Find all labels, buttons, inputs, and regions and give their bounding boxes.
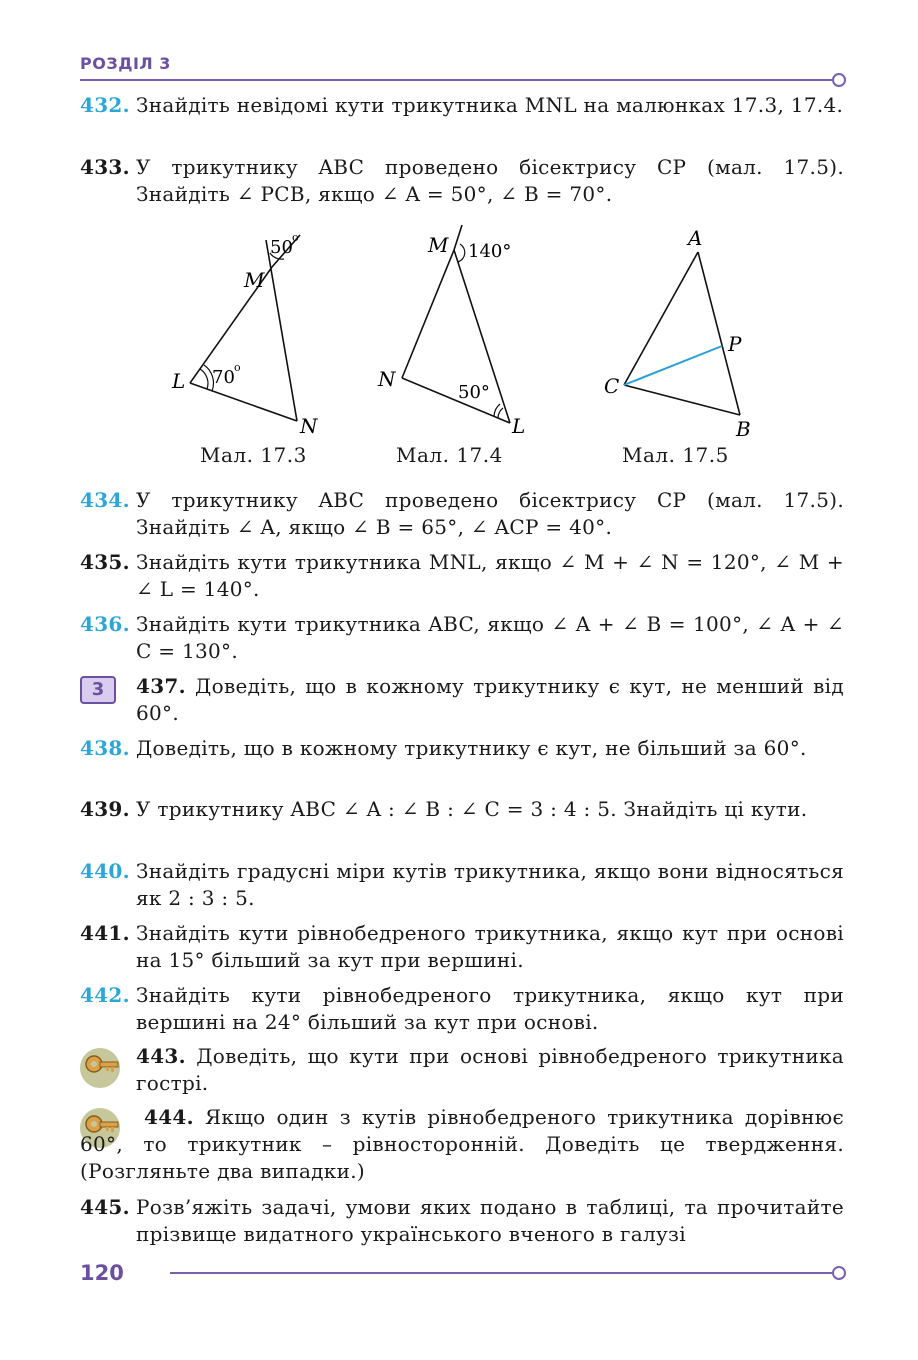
problem-text: Знайдіть кути трикутника MNL, якщо ∠ M + ∠ N = 120°, ∠ M + ∠ L = 140°. [136, 550, 844, 601]
problem-number: 435. [80, 550, 130, 574]
problem-437 [136, 673, 844, 727]
problem-number: 438. [80, 736, 130, 760]
figure-caption: Мал. 17.3 [200, 443, 307, 467]
problem-text: У трикутнику ABC проведено бісектрису CP (мал. 17.5). Знайдіть ∠ A, якщо ∠ B = 65°, ∠ ACP = 40°. [136, 488, 844, 539]
figure-caption: Мал. 17.4 [396, 443, 503, 467]
problem-text: Доведіть, що в кожному трикутнику є кут, не менший від 60°. [136, 674, 844, 725]
vertex-label-m: M [428, 233, 449, 257]
angle-label: 50° [458, 382, 490, 403]
vertex-label-l: L [512, 414, 526, 438]
problem-number: 432. [80, 93, 130, 117]
problem-text: Знайдіть градусні міри кутів трикутника, якщо вони відносяться як 2 : 3 : 5. [136, 859, 844, 910]
figure-17-3 [160, 225, 330, 440]
figure-17-5 [596, 225, 766, 443]
problem-text: У трикутнику ABC проведено бісектрису CP (мал. 17.5). Знайдіть ∠ PCB, якщо ∠ A = 50°, ∠ B = 70°. [136, 155, 844, 206]
problem-438 [80, 735, 844, 762]
problem-441 [80, 920, 844, 974]
problem-445 [80, 1194, 844, 1248]
problem-text: У трикутнику ABC ∠ A : ∠ B : ∠ C = 3 : 4 : 5. Знайдіть ці кути. [136, 797, 808, 821]
vertex-label-n: N [378, 367, 396, 391]
problem-number: 440. [80, 859, 130, 883]
footer-rule-dot [832, 1266, 846, 1280]
figure-caption: Мал. 17.5 [622, 443, 729, 467]
figure-17-4 [370, 220, 540, 440]
angle-label: 70 [212, 367, 235, 388]
vertex-label-l: L [172, 369, 186, 393]
problem-439 [80, 796, 844, 823]
problem-number: 445. [80, 1195, 130, 1219]
problem-text: Знайдіть невідомі кути трикутника MNL на малюнках 17.3, 17.4. [136, 93, 844, 117]
problem-number: 443. [136, 1044, 186, 1068]
problem-433 [80, 154, 844, 208]
problem-number: 433. [80, 155, 130, 179]
point-label-p: P [728, 332, 742, 356]
problem-number: 437. [136, 674, 186, 698]
header-rule [80, 79, 832, 81]
degree-mark: o [292, 231, 299, 244]
header-rule-dot [832, 73, 846, 87]
problem-text: Розв’яжіть задачі, умови яких подано в таблиці, та прочитайте прізвище видатного українського вченого в галузі [136, 1195, 844, 1246]
vertex-label-a: A [688, 226, 703, 250]
problem-number: 434. [80, 488, 130, 512]
vertex-label-m: M [244, 268, 265, 292]
problem-number: 441. [80, 921, 130, 945]
problem-440 [80, 858, 844, 912]
angle-label: 50 [270, 237, 293, 258]
problem-435 [80, 549, 844, 603]
problem-text: Знайдіть кути рівнобедреного трикутника, якщо кут при основі на 15° більший за кут при вершині. [136, 921, 844, 972]
vertex-label-c: C [604, 374, 620, 398]
level-badge: 3 [80, 676, 116, 704]
problem-text: Доведіть, що кути при основі рівнобедреного трикутника гострі. [136, 1044, 844, 1095]
problem-436 [80, 611, 844, 665]
problem-443 [136, 1043, 844, 1097]
problem-432 [80, 92, 844, 119]
problem-number: 442. [80, 983, 130, 1007]
problem-442 [80, 982, 844, 1036]
degree-mark: o [234, 361, 241, 374]
problem-number: 439. [80, 797, 130, 821]
problem-text: Знайдіть кути трикутника ABC, якщо ∠ A + ∠ B = 100°, ∠ A + ∠ C = 130°. [136, 612, 844, 663]
problem-number: 436. [80, 612, 130, 636]
problem-434 [80, 487, 844, 541]
problem-text: Доведіть, що в кожному трикутнику є кут, не більший за 60°. [136, 736, 807, 760]
page-number: 120 [80, 1261, 124, 1285]
key-icon [78, 1046, 122, 1090]
section-label: РОЗДІЛ 3 [80, 54, 171, 73]
vertex-label-b: B [736, 417, 751, 441]
problem-text: Якщо один з кутів рівнобедреного трикутника дорівнює 60°, то трикутник – рівносторонній. Доведіть це твердження. (Розгляньте два випадки.) [80, 1105, 844, 1183]
problem-444 [80, 1104, 844, 1185]
footer-rule [170, 1272, 832, 1274]
problem-number: 444. [144, 1105, 194, 1129]
problem-text: Знайдіть кути рівнобедреного трикутника, якщо кут при вершині на 24° більший за кут при основі. [136, 983, 844, 1034]
vertex-label-n: N [300, 414, 318, 438]
angle-label: 140° [468, 241, 512, 262]
